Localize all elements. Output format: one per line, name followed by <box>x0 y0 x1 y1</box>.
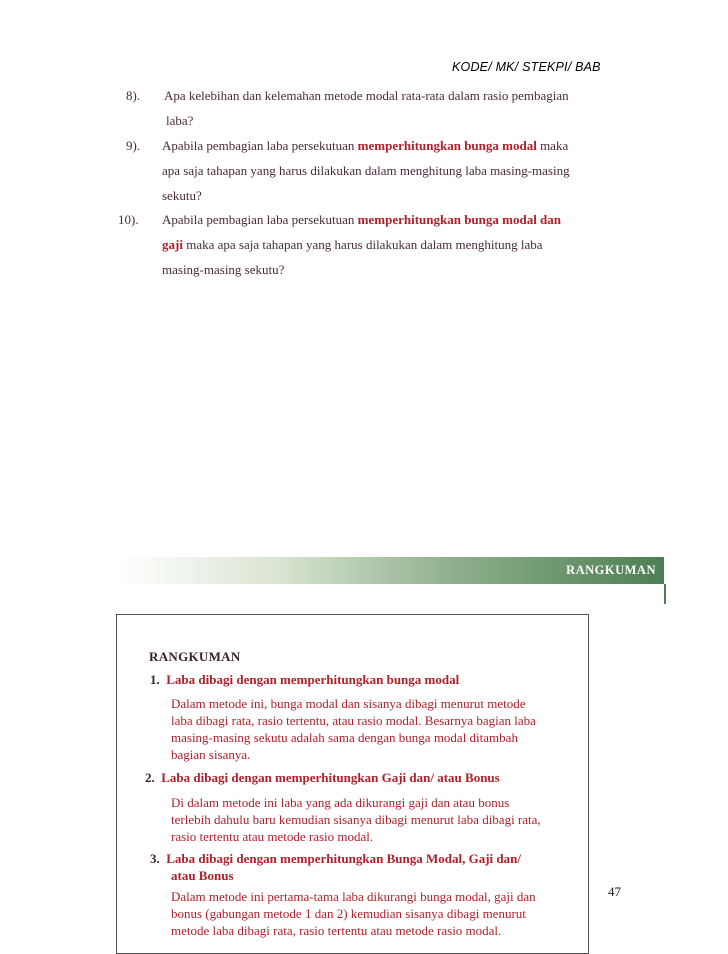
question-text-line: laba? <box>166 113 194 128</box>
question-10 <box>118 207 648 282</box>
summary-item-1-body: Dalam metode ini, bunga modal dan sisanya dibagi menurut metode laba dibagi rata, rasio tertentu, atau rasio modal. Besarnya bagian laba masing-masing sekutu adalah sama dengan bunga modal ditambah bagian sisanya. <box>171 696 536 762</box>
question-text-line: Apabila pembagian laba persekutuan memperhitungkan bunga modal maka <box>162 138 569 153</box>
summary-item-2-body: Di dalam metode ini laba yang ada dikurangi gaji dan atau bonus terlebih dahulu baru kemudian sisanya dibagi menurut laba dibagi rata, rasio tertentu atau metode rasio modal. <box>171 795 541 844</box>
page-number: 47 <box>608 884 621 899</box>
summary-item-1-heading: 1. Laba dibagi dengan memperhitungkan bunga modal <box>150 672 460 687</box>
summary-item-3-body: Dalam metode ini pertama-tama laba dikurangi bunga modal, gaji dan bonus (gabungan metode 1 dan 2) kemudian sisanya dibagi menurut metode laba dibagi rata, rasio tertentu atau metode rasio modal. <box>171 889 536 938</box>
highlight-term: memperhitungkan bunga modal dan <box>357 212 562 227</box>
question-8 <box>126 83 646 133</box>
question-text-line: gaji maka apa saja tahapan yang harus dilakukan dalam menghitung laba <box>162 237 543 252</box>
question-text-line: Apabila pembagian laba persekutuan memperhitungkan bunga modal dan <box>162 212 562 227</box>
question-number: 10). <box>118 212 139 227</box>
question-number: 9). <box>126 138 141 153</box>
summary-item-3-heading-cont: atau Bonus <box>171 868 234 883</box>
band-accent-line <box>664 584 666 604</box>
summary-item-2-heading: 2. Laba dibagi dengan memperhitungkan Gaji dan/ atau Bonus <box>145 770 500 785</box>
summary-item-3-heading: 3. Laba dibagi dengan memperhitungkan Bunga Modal, Gaji dan/ <box>150 851 521 866</box>
highlight-term: memperhitungkan bunga modal <box>357 138 537 153</box>
question-text-line: Apa kelebihan dan kelemahan metode modal rata-rata dalam rasio pembagian <box>164 88 569 103</box>
question-9 <box>126 133 646 208</box>
document-code-header: KODE/ MK/ STEKPI/ BAB <box>452 60 601 74</box>
question-number: 8). <box>126 88 141 103</box>
summary-box <box>116 614 589 954</box>
summary-title: RANGKUMAN <box>149 649 241 664</box>
question-text-line: apa saja tahapan yang harus dilakukan dalam menghitung laba masing-masing <box>162 163 570 178</box>
question-text-line: masing-masing sekutu? <box>162 262 285 277</box>
question-text-line: sekutu? <box>162 188 202 203</box>
section-band-title: RANGKUMAN <box>566 563 656 577</box>
section-band <box>0 557 664 584</box>
highlight-term: gaji <box>162 237 183 252</box>
